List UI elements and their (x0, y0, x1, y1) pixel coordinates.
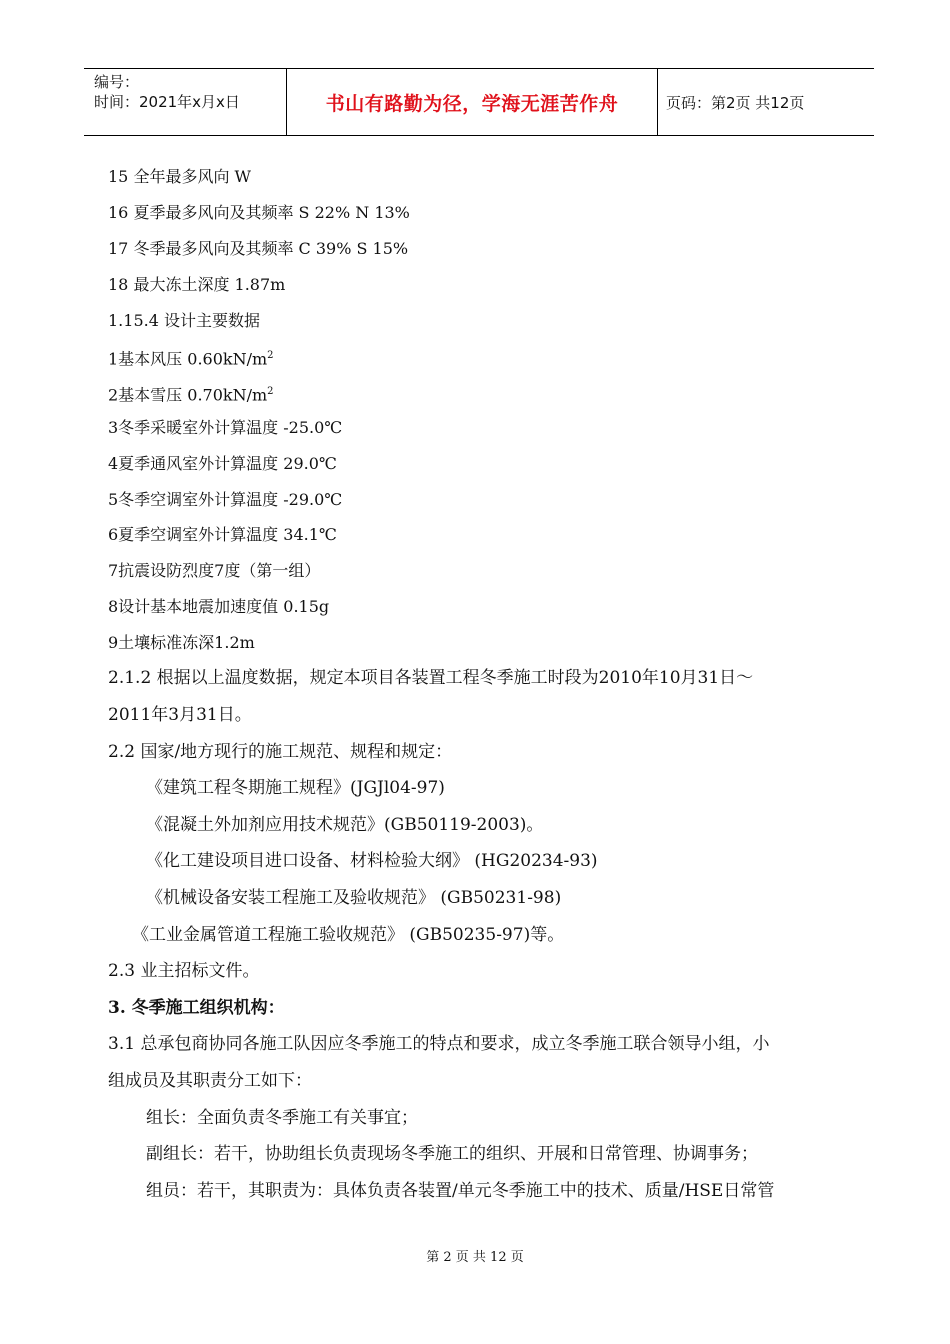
text-line: 8设计基本地震加速度值 0.15g (108, 597, 330, 616)
text-line: 《工业金属管道工程施工验收规范》 (GB50235-97)等。 (132, 925, 565, 945)
text-line: 组长：全面负责冬季施工有关事宜； (146, 1108, 418, 1128)
text-line: 2.3 业主招标文件。 (108, 961, 260, 981)
text-line: 组员：若干，其职责为：具体负责各装置/单元冬季施工中的技术、质量/HSE日常管 (146, 1181, 775, 1201)
text-line: 3.1 总承包商协同各施工队因应冬季施工的特点和要求，成立冬季施工联合领导小组，小 (108, 1034, 770, 1054)
text-line: 5冬季空调室外计算温度 -29.0℃ (108, 490, 343, 509)
header-left-cell (84, 69, 286, 135)
text-line: 副组长：若干，协助组长负责现场冬季施工的组织、开展和日常管理、协调事务； (146, 1144, 758, 1164)
text-line: 2.1.2 根据以上温度数据，规定本项目各装置工程冬季施工时段为2010年10月31日～ (108, 668, 754, 688)
text-line: 16 夏季最多风向及其频率 S 22% N 13% (108, 203, 410, 222)
text-line: 1.15.4 设计主要数据 (108, 311, 260, 330)
text-line: 15 全年最多风向 W (108, 167, 251, 186)
header-page-cell (658, 69, 874, 135)
number-label: 编号： (94, 73, 140, 91)
superscript: 2 (267, 350, 274, 361)
page-label: 页码：第2页 共12页 (666, 93, 805, 112)
section-heading: 3. 冬季施工组织机构： (108, 998, 285, 1018)
text-line: 17 冬季最多风向及其频率 C 39% S 15% (108, 239, 409, 258)
text-line: 18 最大冻土深度 1.87m (108, 275, 286, 294)
text-line: 《混凝土外加剂应用技术规范》(GB50119-2003)。 (146, 815, 544, 835)
text-line: 1基本风压 0.60kN/m (108, 349, 268, 369)
text-line: 6夏季空调室外计算温度 34.1℃ (108, 525, 337, 544)
text-line: 4夏季通风室外计算温度 29.0℃ (108, 454, 337, 473)
page-footer: 第 2 页 共 12 页 (426, 1250, 524, 1265)
text-line-with-sup (108, 344, 274, 371)
text-line: 《机械设备安装工程施工及验收规范》 (GB50231-98) (146, 888, 562, 908)
text-line: 3冬季采暖室外计算温度 -25.0℃ (108, 418, 343, 437)
text-line: 《建筑工程冬期施工规程》(JGJl04-97) (146, 778, 445, 798)
text-line: 7抗震设防烈度7度（第一组） (108, 561, 321, 580)
text-line: 2011年3月31日。 (108, 705, 252, 725)
text-line: 《化工建设项目进口设备、材料检验大纲》 (HG20234-93) (146, 851, 598, 871)
motto: 书山有路勤为径，学海无涯苦作舟 (325, 92, 619, 115)
text-line: 2.2 国家/地方现行的施工规范、规程和规定： (108, 742, 453, 762)
header-motto-cell (286, 69, 658, 135)
text-line-with-sup (108, 380, 274, 407)
text-line: 9土壤标准冻深1.2m (108, 633, 255, 652)
text-line: 组成员及其职责分工如下： (108, 1071, 312, 1091)
text-line: 2基本雪压 0.70kN/m (108, 385, 268, 405)
superscript: 2 (267, 386, 274, 397)
time-label: 时间：2021年x月x日 (94, 93, 240, 111)
page-header (84, 68, 874, 136)
